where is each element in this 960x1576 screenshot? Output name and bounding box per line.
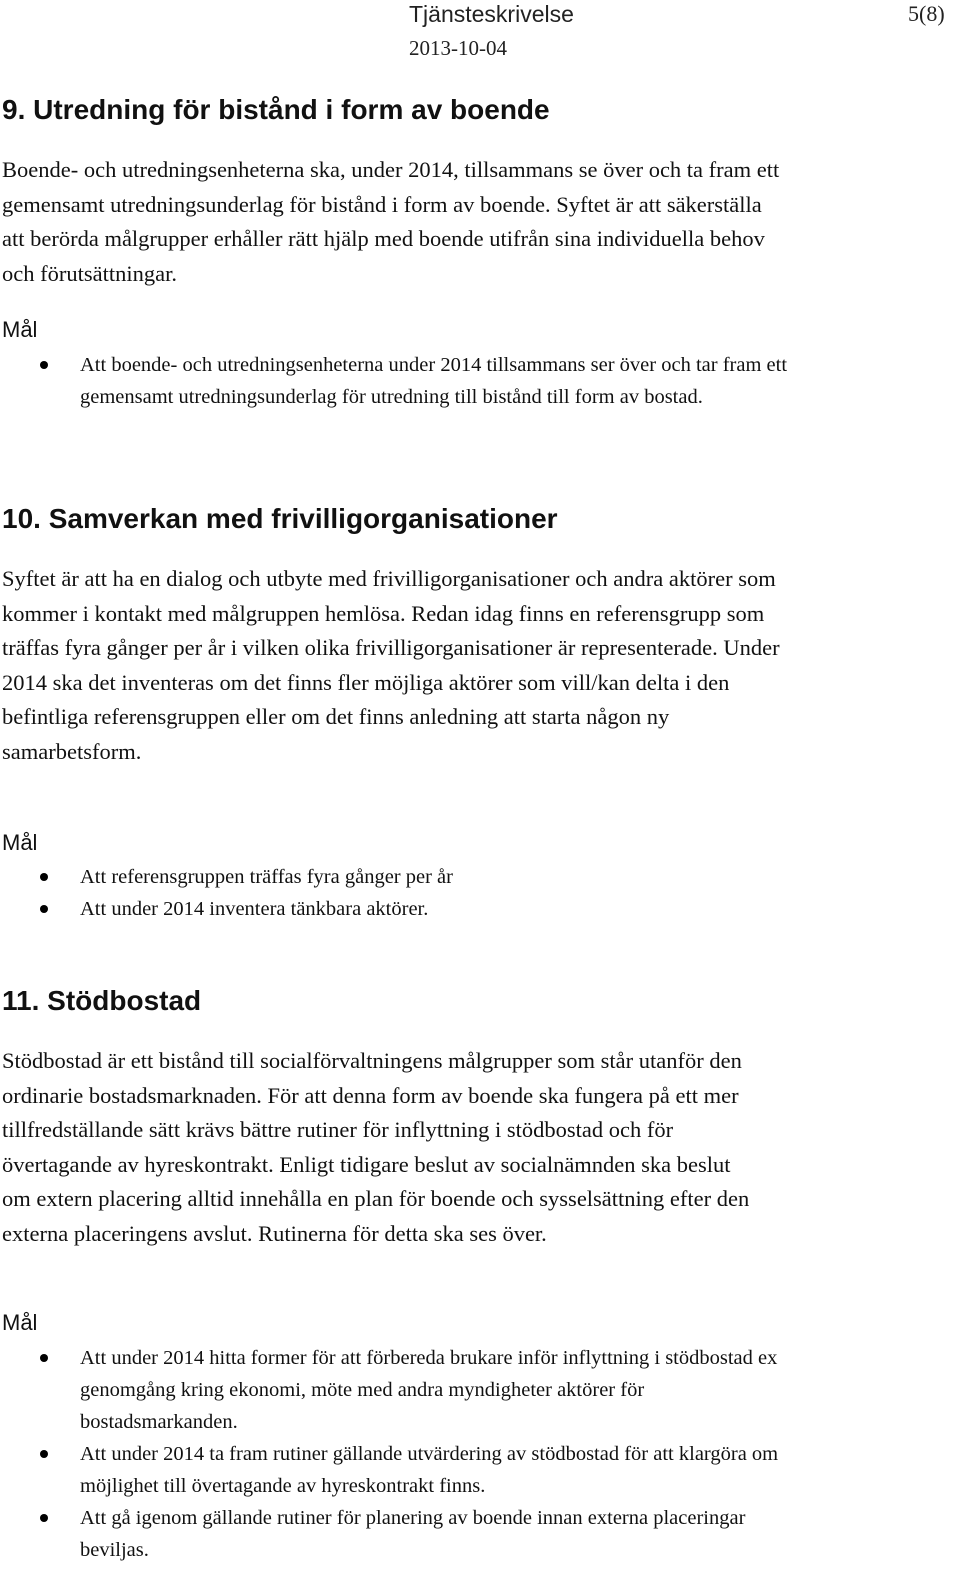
document-type: Tjänsteskrivelse bbox=[409, 1, 574, 27]
section-heading-10: 10. Samverkan med frivilligorganisationer bbox=[2, 503, 558, 534]
goal-item: Att under 2014 ta fram rutiner gällande utvärdering av stödbostad för att klargöra om möjlighet till övertagande av hyreskontrakt finns. bbox=[0, 1438, 790, 1502]
section-11-goal-list bbox=[0, 1342, 790, 1566]
section-9-goal-label: Mål bbox=[2, 317, 38, 342]
section-10-paragraph: Syftet är att ha en dialog och utbyte med frivilligorganisationer och andra aktörer som kommer i kontakt med målgruppen hemlösa. Redan idag finns en referensgrupp som träffas fyra gånger per år i vilken olika frivilligorganisationer är representerade. Under 2014 ska det inventeras om det finns fler möjliga aktörer som vill/kan delta i den befintliga referensgruppen eller om det finns anledning att starta någon ny samarbetsform. bbox=[2, 566, 780, 764]
section-10-goal-list bbox=[0, 861, 800, 925]
goal-item: Att under 2014 inventera tänkbara aktörer. bbox=[0, 893, 800, 925]
section-9-paragraph: Boende- och utredningsenheterna ska, under 2014, tillsammans se över och ta fram ett gemensamt utredningsunderlag för bistånd i form av boende. Syftet är att säkerställa att berörda målgrupper erhåller rätt hjälp med boende utifrån sina individuella behov och förutsättningar. bbox=[2, 157, 780, 286]
section-heading-11: 11. Stödbostad bbox=[2, 985, 202, 1016]
goal-item: Att under 2014 hitta former för att förbereda brukare inför inflyttning i stödbostad ex genomgång kring ekonomi, möte med andra myndigheter aktörer för bostadsmarkanden. bbox=[0, 1342, 790, 1438]
section-heading-9: 9. Utredning för bistånd i form av boende bbox=[2, 94, 550, 125]
section-11-goal-label: Mål bbox=[2, 1310, 38, 1335]
section-11-paragraph: Stödbostad är ett bistånd till socialförvaltningens målgrupper som står utanför den ordinarie bostadsmarknaden. För att denna form av boende ska fungera på ett mer tillfredställande sätt krävs bättre rutiner för inflyttning i stödbostad och för övertagande av hyreskontrakt. Enligt tidigare beslut av socialnämnden ska beslut om extern placering alltid innehålla en plan för boende och sysselsättning efter den externa placeringens avslut. Rutinerna för detta ska ses över. bbox=[2, 1048, 750, 1246]
goal-item: Att gå igenom gällande rutiner för planering av boende innan externa placeringar beviljas. bbox=[0, 1502, 790, 1566]
section-9-goal-list bbox=[0, 349, 790, 413]
goal-item: Att boende- och utredningsenheterna under 2014 tillsammans ser över och tar fram ett gemensamt utredningsunderlag för utredning till bistånd till form av bostad. bbox=[0, 349, 790, 413]
page-number: 5(8) bbox=[908, 1, 945, 26]
goal-item: Att referensgruppen träffas fyra gånger per år bbox=[0, 861, 800, 893]
document-date: 2013-10-04 bbox=[409, 36, 507, 60]
section-10-goal-label: Mål bbox=[2, 830, 38, 855]
